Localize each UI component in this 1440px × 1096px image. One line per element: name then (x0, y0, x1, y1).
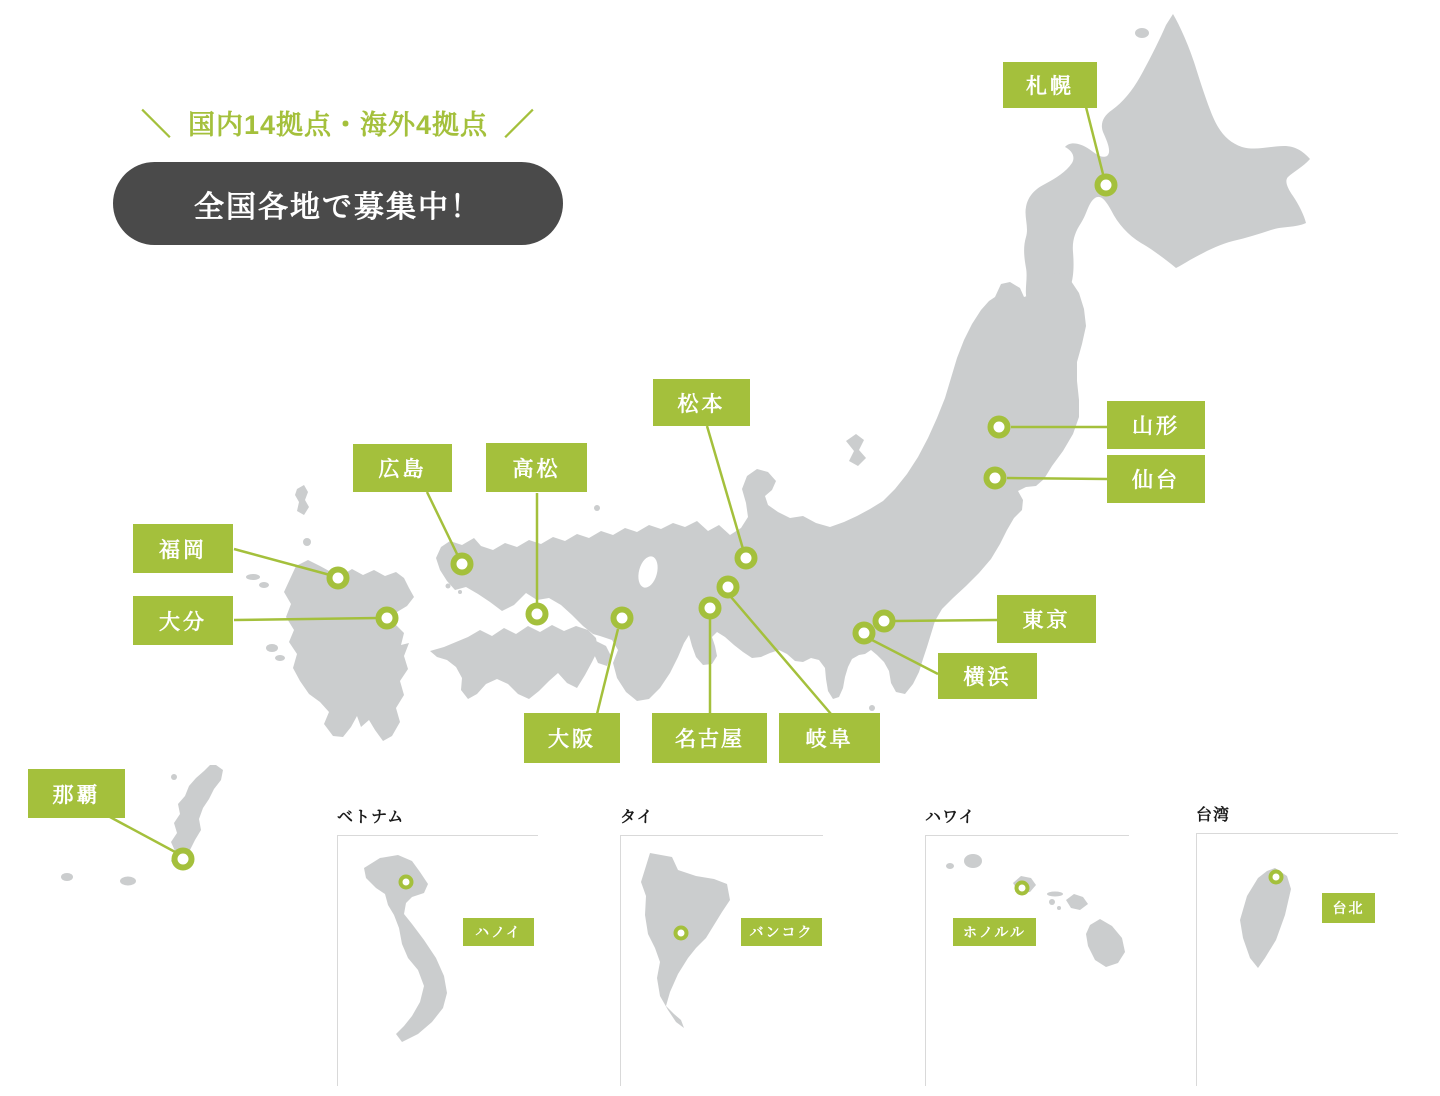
vietnam-inset-frame (337, 835, 538, 1086)
thailand-inset-frame (620, 835, 823, 1086)
hawaii-inset-title: ハワイ (925, 809, 976, 826)
tsushima-islet (295, 485, 309, 515)
goto-islet-2 (259, 582, 269, 588)
hawaii-inset-frame (925, 835, 1129, 1086)
nagoya-label[interactable]: 名古屋 (652, 713, 767, 763)
matsumoto-label[interactable]: 松本 (653, 379, 750, 426)
yokohama-label[interactable]: 横浜 (938, 653, 1037, 699)
inland-sea-islet-1 (446, 584, 451, 589)
goto-islet-1 (246, 574, 260, 580)
takamatsu-marker (526, 603, 549, 626)
naha-label[interactable]: 那覇 (28, 769, 125, 818)
tagline-text: 国内14拠点・海外4拠点 (187, 109, 489, 140)
bangkok-label[interactable]: バンコク (741, 918, 822, 946)
takamatsu-label[interactable]: 高松 (486, 443, 587, 492)
taiwan-inset-frame (1196, 833, 1398, 1086)
amakusa-islet-2 (275, 655, 285, 661)
kume-islet (120, 877, 136, 886)
gifu-marker (717, 576, 740, 599)
osaka-label[interactable]: 大阪 (524, 713, 620, 763)
gifu-label[interactable]: 岐阜 (779, 713, 880, 763)
sapporo-label[interactable]: 札幌 (1003, 62, 1097, 108)
sado-islet (846, 434, 866, 466)
sapporo-marker (1095, 174, 1118, 197)
matsumoto-marker (735, 547, 758, 570)
vietnam-inset-title: ベトナム (337, 809, 405, 826)
awaji-islet (593, 641, 611, 666)
kerama-islet (61, 873, 73, 881)
taipei-marker (1269, 870, 1284, 885)
taiwan-inset-title: 台湾 (1196, 807, 1231, 824)
taipei-label[interactable]: 台北 (1322, 893, 1375, 923)
fukuoka-label[interactable]: 福岡 (133, 524, 233, 573)
sendai-marker (984, 467, 1007, 490)
inland-sea-islet-2 (458, 590, 462, 594)
banner-text: 全国各地で募集中！ (194, 190, 482, 224)
ie-islet (171, 774, 177, 780)
sendai-label[interactable]: 仙台 (1107, 455, 1205, 503)
iki-islet (303, 538, 311, 546)
sendai-line (1007, 478, 1107, 479)
oki-islet (594, 505, 600, 511)
rishiri-islet (1135, 28, 1149, 38)
amakusa-islet-1 (266, 644, 278, 652)
honolulu-label[interactable]: ホノルル (953, 918, 1036, 946)
kyushu-shape (284, 560, 414, 741)
osaka-line (597, 629, 618, 714)
hanoi-label[interactable]: ハノイ (463, 918, 534, 946)
bangkok-marker (674, 926, 689, 941)
header-tagline (110, 100, 566, 144)
oita-marker (376, 607, 399, 630)
hokkaido-shape (1024, 14, 1310, 305)
yamagata-label[interactable]: 山形 (1107, 401, 1205, 449)
naha-marker (172, 848, 195, 871)
yokohama-marker (853, 622, 876, 645)
recruiting-banner (113, 162, 563, 245)
honolulu-marker (1015, 881, 1030, 896)
nagoya-marker (699, 597, 722, 620)
thailand-inset-title: タイ (620, 809, 654, 826)
tagline-left-slash: ＼ (140, 109, 172, 142)
hiroshima-label[interactable]: 広島 (353, 444, 452, 492)
hanoi-marker (399, 875, 414, 890)
hiroshima-marker (451, 553, 474, 576)
izu-islet-1 (869, 705, 875, 711)
tagline-right-slash: ／ (504, 109, 536, 142)
tokyo-label[interactable]: 東京 (997, 595, 1096, 643)
fukuoka-marker (327, 567, 350, 590)
fukuoka-line (234, 549, 330, 575)
tokyo-marker (873, 610, 896, 633)
naha-line (110, 817, 177, 853)
shikoku-shape (430, 625, 598, 699)
oita-label[interactable]: 大分 (133, 596, 233, 645)
yamagata-marker (988, 416, 1011, 439)
osaka-marker (611, 607, 634, 630)
tokyo-line (894, 620, 997, 621)
